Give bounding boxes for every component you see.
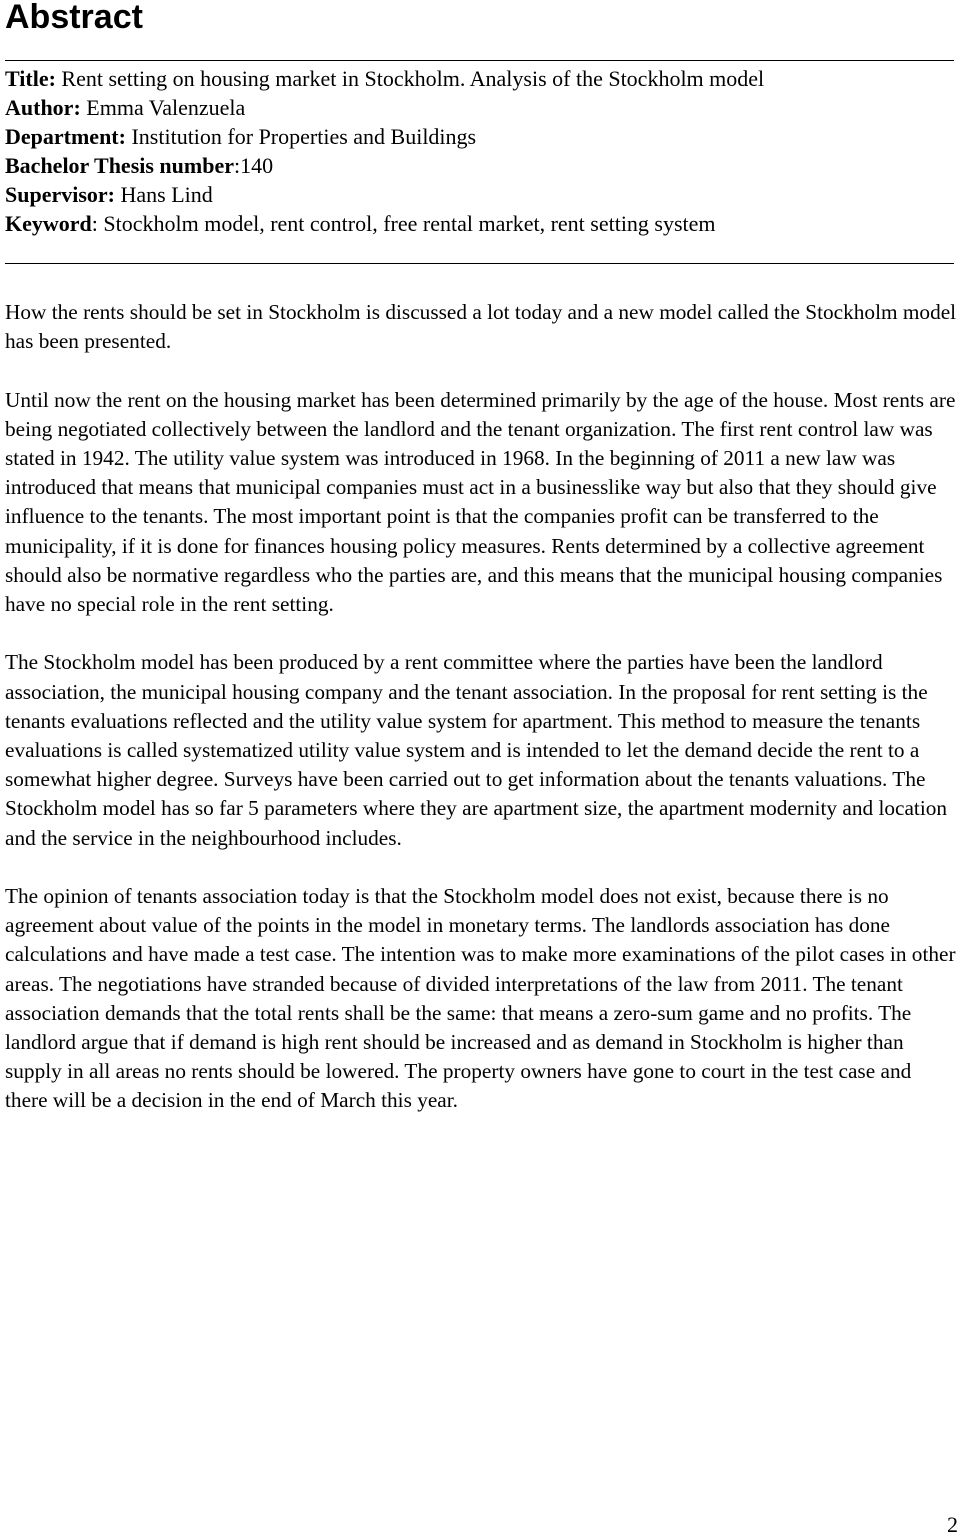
meta-value: Rent setting on housing market in Stockholm. Analysis of the Stockholm model [55,66,765,91]
abstract-body [5,298,957,1145]
meta-value: : Stockholm model, rent control, free rental market, rent setting system [91,211,716,236]
meta-department-line [5,122,955,151]
abstract-paragraph-2: Until now the rent on the housing market has been determined primarily by the age of the house. Most rents are being negotiated collectively between the landlord and the tenant organization. The first rent control law was stated in 1942. The utility value system was introduced in 1968. In the beginning of 2011 a new law was introduced that means that municipal companies must act in a businesslike way but also that they should give influence to the tenants. The most important point is that the companies profit can be transferred to the municipality, if it is done for finances housing policy measures. Rents determined by a collective agreement should also be normative regardless who the parties are, and this means that the municipal housing companies have no special role in the rent setting. [5,387,956,617]
meta-label: Supervisor: [5,182,115,207]
meta-value: Institution for Properties and Buildings [125,124,477,149]
bottom-divider [5,263,954,264]
page-number: 2 [947,1512,958,1537]
meta-label: Keyword [5,211,92,236]
meta-label: Bachelor Thesis number [5,153,234,178]
meta-value: Hans Lind [115,182,213,207]
meta-title-line [5,64,955,93]
meta-supervisor-line [5,180,955,209]
thesis-metadata [5,64,955,238]
meta-label: Department: [5,124,126,149]
meta-value: Emma Valenzuela [80,95,246,120]
abstract-paragraph-4: The opinion of tenants association today is that the Stockholm model does not exist, because there is no agreement about value of the points in the model in monetary terms. The landlords association has done calculations and have made a test case. The intention was to make more examinations of the pilot cases in other areas. The negotiations have stranded because of divided interpretations of the law from 2011. The tenant association demands that the total rents shall be the same: that means a zero-sum game and no profits. The landlord argue that if demand is high rent should be increased and as demand in Stockholm is higher than supply in all areas no rents should be lowered. The property owners have gone to court in the test case and there will be a decision in the end of March this year. [5,884,956,1113]
page-title: Abstract [5,0,143,36]
meta-keyword-line [5,209,955,238]
meta-label: Author: [5,95,81,120]
meta-thesis-number-line [5,151,955,180]
abstract-paragraph-1: How the rents should be set in Stockholm is discussed a lot today and a new model called the Stockholm model has been presented. [5,300,957,354]
top-divider [5,60,954,61]
meta-value: :140 [234,153,274,178]
meta-author-line [5,93,955,122]
abstract-paragraph-3: The Stockholm model has been produced by a rent committee where the parties have been the landlord association, the municipal housing company and the tenant association. In the proposal for rent setting is the tenants evaluations reflected and the utility value system for apartment. This method to measure the tenants evaluations is called systematized utility value system and is intended to let the demand decide the rent to a somewhat higher degree. Surveys have been carried out to get information about the tenants valuations. The Stockholm model has so far 5 parameters where they are apartment size, the apartment modernity and location and the service in the neighbourhood includes. [5,650,948,850]
meta-label: Title: [5,66,56,91]
